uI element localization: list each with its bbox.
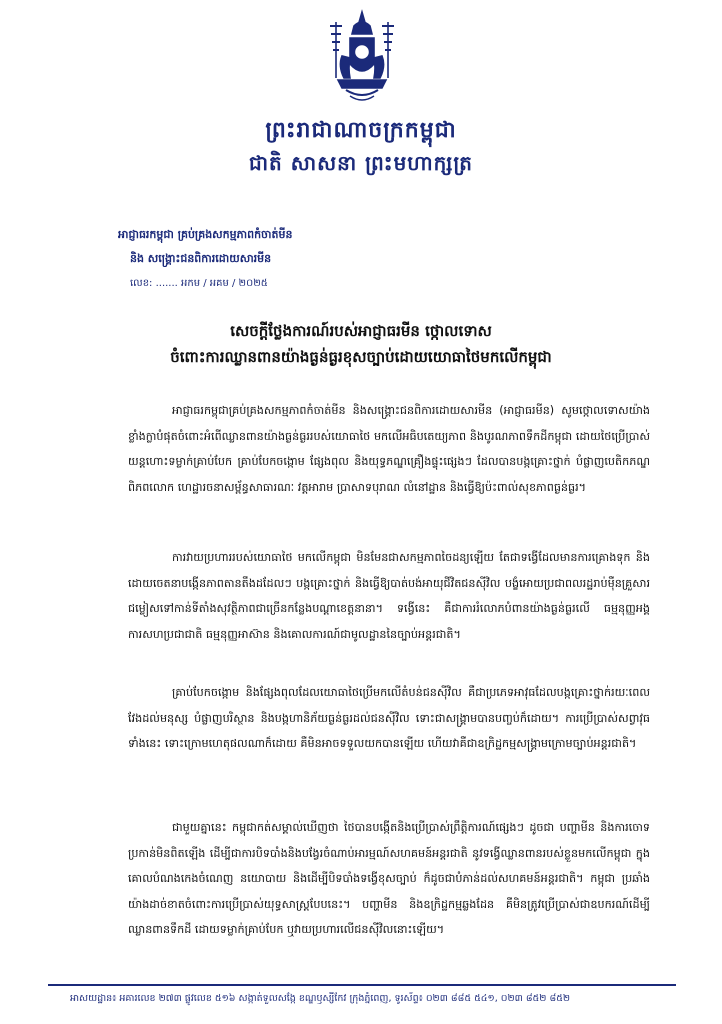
issuer-name: អាជ្ញាធរកម្ពុជា គ្រប់គ្រងសកម្មភាពកំចាត់មីន [118, 228, 293, 241]
paragraph-4-text: ជាមួយគ្នានេះ កម្ពុជាកត់សម្គាល់ឃើញថា ថៃបានបង្កើតនិងប្រើប្រាស់ព្រឹត្តិការណ៍ផ្សេងៗ ដូចជា បញ្ហាមីន និងការចោទប្រកាន់មិនពិតឡើង ដើម្បីជាការបិទបាំងនិងបង្វែរចំណាប់អារម្មណ៍សហគមន៍អន្តរជាតិ នូវទង្វើឈ្លានពានរបស់ខ្លួនមកលើកម្ពុជា ក្នុងគោលបំណងកេងចំណេញ នយោបាយ និងដើម្បីបិទបាំងទង្វើខុសច្បាប់ ក៏ដូចជាបំភាន់ដល់សហគមន៍អន្តរជាតិ។ កម្ពុជា ប្រឆាំងយ៉ាងដាច់ខាតចំពោះការប្រើប្រាស់យុទ្ធសាស្ត្របែបនេះ។ បញ្ហាមីន និងឧក្រិដ្ឋកម្មឆ្លងដែន គឺមិនត្រូវប្រើប្រាស់ជាឧបករណ៍ដើម្បីឈ្លានពានទឹកដី ដោយទម្លាក់គ្រាប់បែក ឬវាយប្រហារលើជនស៊ីវិលនោះឡើយ។ [128, 821, 650, 936]
paragraph-1 [128, 398, 650, 500]
paragraph-2 [128, 545, 650, 647]
kingdom-title: ព្រះរាជាណាចក្រកម្ពុជា [265, 118, 457, 143]
footer-divider [48, 984, 676, 986]
statement-title: សេចក្តីថ្លែងការណ៍របស់អាជ្ញាធរមីន ថ្កោលទោស [230, 322, 492, 340]
statement-subtitle: ចំពោះការឈ្លានពានយ៉ាងធ្ងន់ធ្ងរខុសច្បាប់ដោយយោធាថៃមកលើកម្ពុជា [170, 348, 552, 366]
footer-address: អាសយដ្ឋាន៖ អគារលេខ ២៧៣ ផ្លូវលេខ ៥១៦ សង្កាត់ទួលសង្កែ ខណ្ឌឫស្សីកែវ ក្រុងភ្នំពេញ, ទូរស័ព្ទ៖ ០២៣ ៨៨៥ ៥៤១, ០២៣ ៨៥២ ៨៥២ [70, 993, 571, 1004]
paragraph-3-text: គ្រាប់បែកចង្កោម និងផ្សែងពុលដែលយោធាថៃប្រើមកលើតំបន់ជនស៊ីវិល គឺជាប្រភេទអាវុធដែលបង្កគ្រោះថ្នាក់រយៈពេលវែងដល់មនុស្ស បំផ្លាញបរិស្ថាន និងបង្កហានិភ័យធ្ងន់ធ្ងរដល់ជនស៊ីវិល ទោះជាសង្គ្រាមបានបញ្ចប់ក៏ដោយ។ ការប្រើប្រាស់សព្វាវុធទាំងនេះ ទោះក្រោមហេតុផលណាក៏ដោយ គឺមិនអាចទទួលយកបានឡើយ ហើយវាគឺជាឧក្រិដ្ឋកម្មសង្គ្រាមក្រោមច្បាប់អន្តរជាតិ។ [128, 686, 650, 750]
paragraph-1-text: អាជ្ញាធរកម្ពុជាគ្រប់គ្រងសកម្មភាពកំចាត់មីន និងសង្គ្រោះជនពិការដោយសារមីន (អាជ្ញាធរមីន) សូមថ្កោលទោសយ៉ាងខ្លាំងក្លាបំផុតចំពោះអំពើឈ្លានពានយ៉ាងធ្ងន់ធ្ងររបស់យោធាថៃ មកលើអធិបតេយ្យភាព និងបូរណភាពទឹកដីកម្ពុជា ដោយថៃប្រើប្រាស់យន្តហោះទម្លាក់គ្រាប់បែក គ្រាប់បែកចង្កោម ផ្សែងពុល និងយុទ្ធភណ្ឌគ្រឿងផ្ទុះផ្សេងៗ ដែលបានបង្កគ្រោះថ្នាក់ បំផ្លាញបេតិកភណ្ឌពិភពលោក ហេដ្ឋារចនាសម្ព័ន្ធសាធារណៈ វត្តអារាម ប្រាសាទបុរាណ លំនៅដ្ឋាន និងធ្វើឱ្យប៉ះពាល់សុខភាពធ្ងន់ធ្ងរ។ [128, 404, 650, 494]
royal-coat-of-arms-icon [320, 8, 404, 106]
issuer-subtitle: និង សង្គ្រោះជនពិការដោយសារមីន [130, 252, 272, 265]
paragraph-4 [128, 815, 650, 943]
reference-number: លេខ: ....... អកម / អគម / ២០២៥ [130, 278, 268, 289]
paragraph-2-text: ការវាយប្រហាររបស់យោធាថៃ មកលើកម្ពុជា មិនមែនជាសកម្មភាពចៃដន្យឡើយ តែជាទង្វើដែលមានការគ្រោងទុក និងដោយចេតនាបង្កើនភាពតានតឹងដដែលៗ បង្កគ្រោះថ្នាក់ និងធ្វើឱ្យបាត់បង់អាយុជីវិតជនស៊ីវិល បង្ខំអោយប្រជាពលរដ្ឋរាប់ម៉ឺនគ្រួសារជម្លៀសទៅកាន់ទីតាំងសុវត្ថិភាពជាច្រើនកន្លែងបណ្តាខេត្តនានា។ ទង្វើនេះ គឺជាការរំលោភបំពានយ៉ាងធ្ងន់ធ្ងរលើ ធម្មនុញ្ញអង្គការសហប្រជាជាតិ ធម្មនុញ្ញអាស៊ាន និងគោលការណ៍ជាមូលដ្ឋាននៃច្បាប់អន្តរជាតិ។ [128, 551, 650, 641]
paragraph-3 [128, 680, 650, 757]
national-motto: ជាតិ សាសនា ព្រះមហាក្សត្រ [249, 151, 473, 175]
